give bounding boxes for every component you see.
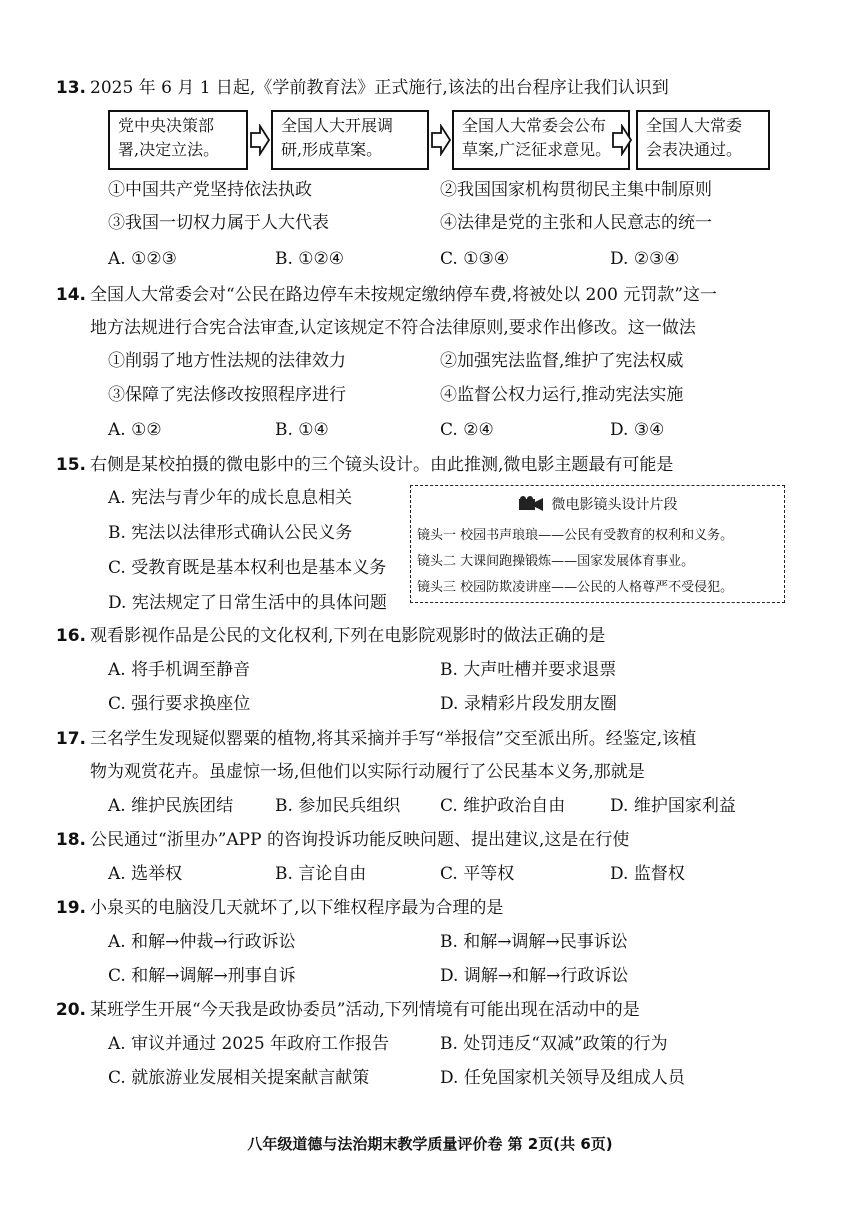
film-title-row <box>411 494 784 514</box>
film-camera-icon <box>518 496 544 512</box>
option: D. 任免国家机关领导及组成人员 <box>440 1068 685 1088</box>
question-16 <box>55 624 606 648</box>
option: B. 宪法以法律形式确认公民义务 <box>108 523 353 543</box>
question-14 <box>55 283 718 307</box>
flow-step-text: 会表决通过。 <box>646 140 743 159</box>
option: B. 和解→调解→民事诉讼 <box>440 932 628 952</box>
option: A. 维护民族团结 <box>108 796 234 816</box>
question-number: 15. <box>55 455 86 475</box>
flow-step-text: 草案,广泛征求意见。 <box>462 140 612 159</box>
question-stem: 全国人大常委会对“公民在路边停车未按规定缴纳停车费,将被处以 200 元罚款”这一 <box>90 285 718 305</box>
option: A. ①② <box>108 420 162 440</box>
option: D. 宪法规定了日常生活中的具体问题 <box>108 593 387 613</box>
question-stem: 物为观赏花卉。虽虚惊一场,但他们以实际行动履行了公民基本义务,那就是 <box>90 762 645 782</box>
option: D. 维护国家利益 <box>610 796 736 816</box>
flow-step-3 <box>452 110 630 170</box>
question-stem: 公民通过“浙里办”APP 的咨询投诉功能反映问题、提出建议,这是在行使 <box>90 830 630 850</box>
item: ②我国国家机构贯彻民主集中制原则 <box>440 180 712 200</box>
option: A. ①②③ <box>108 249 177 269</box>
arrow-right-icon <box>250 124 270 156</box>
item: ①中国共产党坚持依法执政 <box>108 180 312 200</box>
question-stem: 三名学生发现疑似罂粟的植物,将其采摘并手写“举报信”交至派出所。经鉴定,该植 <box>90 729 697 749</box>
question-19 <box>55 896 504 920</box>
option: C. 受教育既是基本权利也是基本义务 <box>108 558 387 578</box>
item: ③保障了宪法修改按照程序进行 <box>108 385 346 405</box>
question-number: 13. <box>55 78 86 98</box>
question-number: 18. <box>55 830 86 850</box>
question-number: 19. <box>55 898 86 918</box>
option: B. ①④ <box>275 420 329 440</box>
question-stem: 地方法规进行合宪合法审查,认定该规定不符合法律原则,要求作出修改。这一做法 <box>90 318 696 338</box>
flow-step-text: 署,决定立法。 <box>118 140 220 159</box>
page-footer: 八年级道德与法治期末教学质量评价卷 第 2页(共 6页) <box>247 1135 613 1153</box>
option: C. ①③④ <box>440 249 509 269</box>
option: D. ③④ <box>610 420 665 440</box>
option: C. 维护政治自由 <box>440 796 566 816</box>
flow-step-text: 全国人大常委会公布 <box>462 116 607 135</box>
question-stem: 右侧是某校拍摄的微电影中的三个镜头设计。由此推测,微电影主题最有可能是 <box>90 455 674 475</box>
option: A. 和解→仲裁→行政诉讼 <box>108 932 296 952</box>
flow-step-text: 党中央决策部 <box>118 116 215 135</box>
film-design-box <box>410 485 785 603</box>
arrow-right-icon <box>612 124 632 156</box>
option: C. 和解→调解→刑事自诉 <box>108 966 296 986</box>
question-number: 20. <box>55 1000 86 1020</box>
option: B. 处罚违反“双减”政策的行为 <box>440 1034 668 1054</box>
flow-step-text: 全国人大开展调 <box>281 116 394 135</box>
question-stem: 小泉买的电脑没几天就坏了,以下维权程序最为合理的是 <box>90 898 504 918</box>
film-shot-2: 镜头二 大课间跑操锻炼——国家发展体育事业。 <box>417 554 695 569</box>
film-shot-3: 镜头三 校园防欺凌讲座——公民的人格尊严不受侵犯。 <box>417 580 734 595</box>
question-stem: 2025 年 6 月 1 日起,《学前教育法》正式施行,该法的出台程序让我们认识到 <box>90 78 669 98</box>
option: C. 平等权 <box>440 864 515 884</box>
flow-step-2 <box>271 110 429 170</box>
question-18 <box>55 828 630 852</box>
film-title: 微电影镜头设计片段 <box>551 497 678 513</box>
item: ④监督公权力运行,推动宪法实施 <box>440 385 684 405</box>
item: ①削弱了地方性法规的法律效力 <box>108 351 346 371</box>
option: D. 调解→和解→行政诉讼 <box>440 966 629 986</box>
option: D. 监督权 <box>610 864 685 884</box>
film-shot-1: 镜头一 校园书声琅琅——公民有受教育的权利和义务。 <box>417 528 734 543</box>
flow-step-4 <box>636 110 770 170</box>
question-number: 14. <box>55 285 86 305</box>
item: ②加强宪法监督,维护了宪法权威 <box>440 351 684 371</box>
option: D. ②③④ <box>610 249 680 269</box>
question-17 <box>55 727 697 751</box>
question-stem: 观看影视作品是公民的文化权利,下列在电影院观影时的做法正确的是 <box>90 626 606 646</box>
option: D. 录精彩片段发朋友圈 <box>440 694 617 714</box>
question-20 <box>55 998 640 1022</box>
item: ④法律是党的主张和人民意志的统一 <box>440 213 712 233</box>
option: A. 审议并通过 2025 年政府工作报告 <box>108 1034 390 1054</box>
item: ③我国一切权力属于人大代表 <box>108 213 329 233</box>
question-number: 17. <box>55 729 86 749</box>
option: A. 选举权 <box>108 864 183 884</box>
option: C. 就旅游业发展相关提案献言献策 <box>108 1068 370 1088</box>
option: B. 言论自由 <box>275 864 367 884</box>
flow-step-text: 研,形成草案。 <box>281 140 383 159</box>
option: A. 将手机调至静音 <box>108 660 251 680</box>
flow-step-text: 全国人大常委 <box>646 116 743 135</box>
question-number: 16. <box>55 626 86 646</box>
option: B. 参加民兵组织 <box>275 796 401 816</box>
question-13 <box>55 76 669 100</box>
option: A. 宪法与青少年的成长息息相关 <box>108 488 353 508</box>
option: C. ②④ <box>440 420 494 440</box>
flow-step-1 <box>108 110 248 170</box>
question-stem: 某班学生开展“今天我是政协委员”活动,下列情境有可能出现在活动中的是 <box>90 1000 640 1020</box>
option: B. 大声吐槽并要求退票 <box>440 660 617 680</box>
question-15 <box>55 453 674 477</box>
option: B. ①②④ <box>275 249 345 269</box>
option: C. 强行要求换座位 <box>108 694 251 714</box>
arrow-right-icon <box>431 124 451 156</box>
